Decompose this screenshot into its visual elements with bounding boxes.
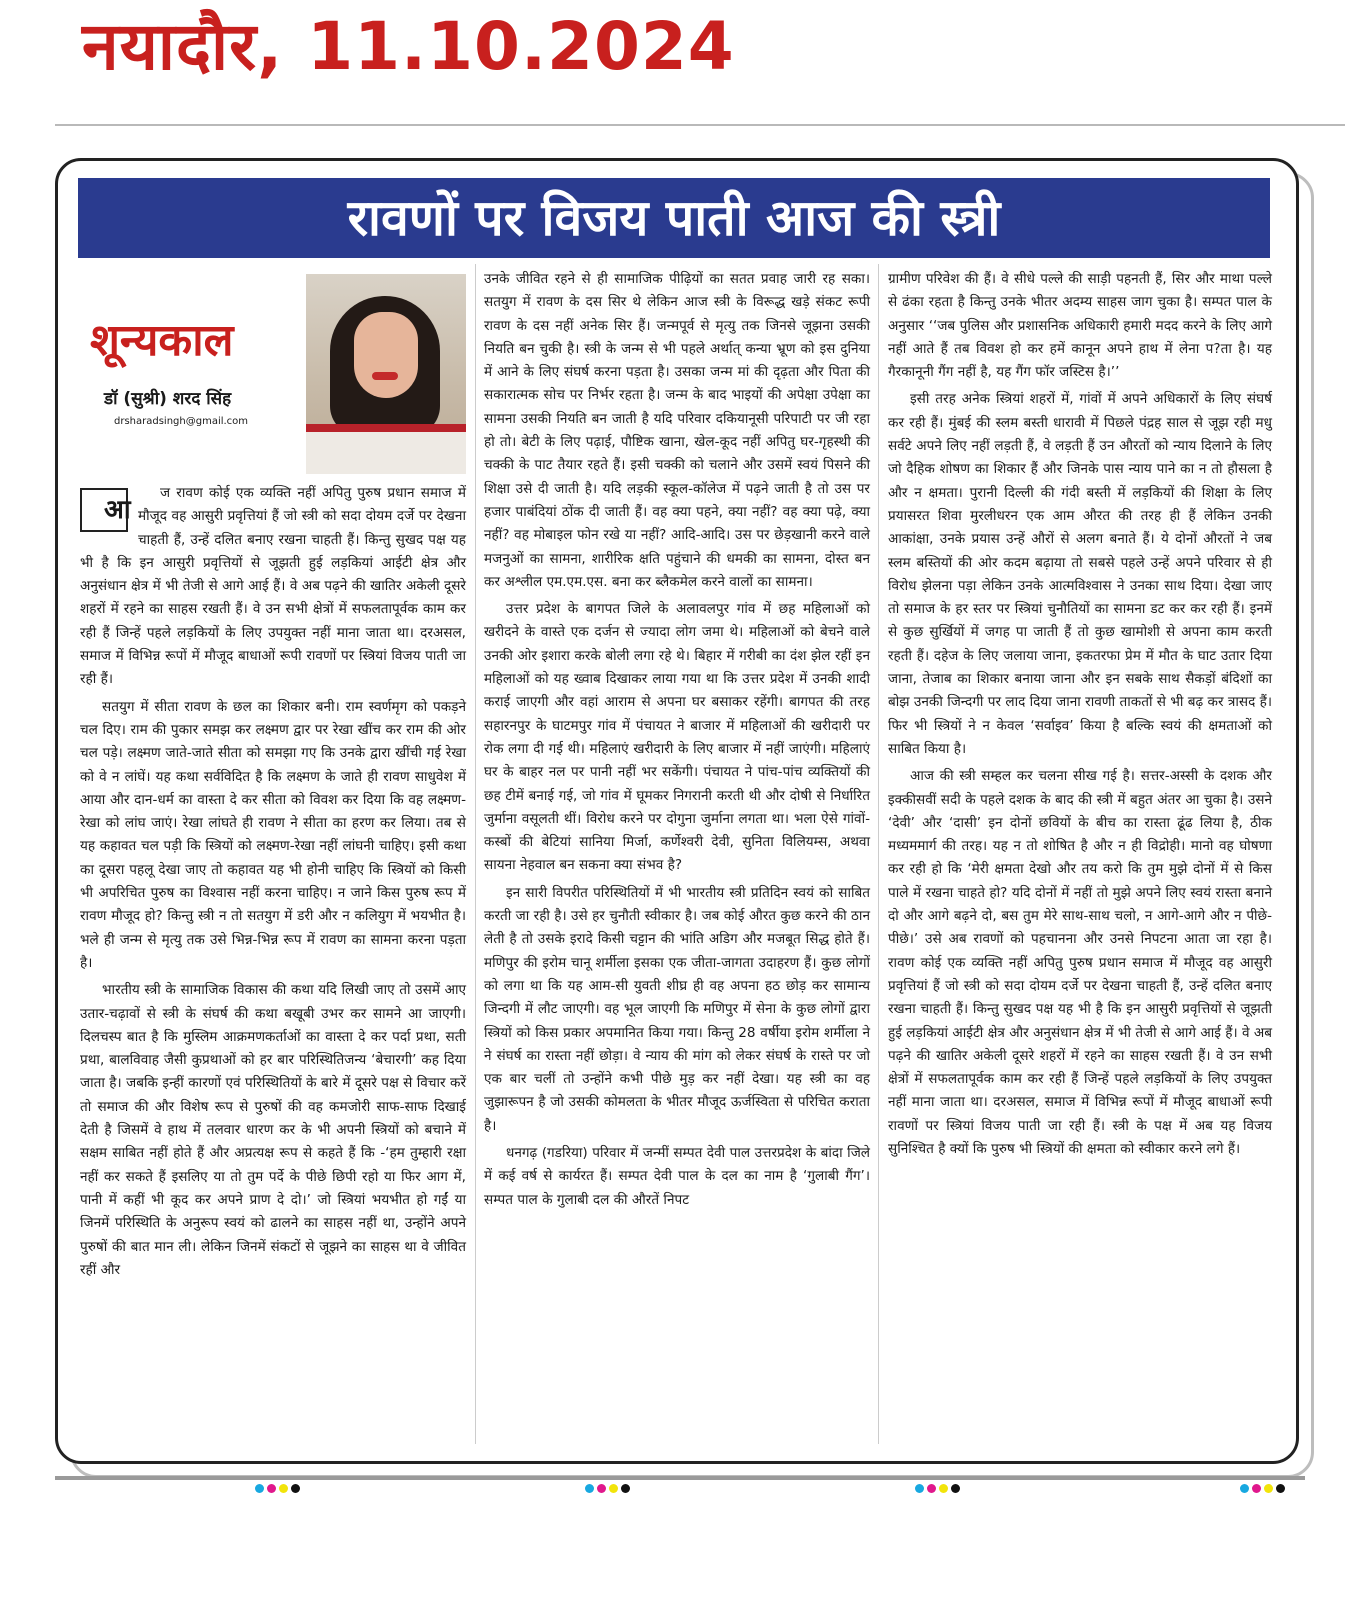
column-2 [484,268,870,1216]
paragraph: ग्रामीण परिवेश की हैं। वे सीधे पल्ले की साड़ी पहनती हैं, सिर और माथा पल्ले से ढंका रहता है किन्तु उनके भीतर अदम्य साहस जाग चुका है। सम्पत पाल के अनुसार ‘‘जब पुलिस और प्रशासनिक अधिकारी हमारी मदद करने के लिए आगे नहीं आते हैं तब विवश हो कर हमें कानून अपने हाथ में लेना प?ता है। यह गैरकानूनी गैंग नहीं है, यह गैंग फॉर जस्टिस है।’’ [888,271,1272,381]
paragraph: सतयुग में सीता रावण के छल का शिकार बनी। राम स्वर्णमृग को पकड़ने चल दिए। राम की पुकार समझ कर लक्ष्मण द्वार पर रेखा खींच कर राम की ओर चल पड़े। लक्ष्मण जाते-जाते सीता को समझा गए कि उनके द्वारा खींची गई रेखा को वे न लांघें। यह कथा सर्वविदित है कि लक्ष्मण के जाते ही रावण साधुवेश में आया और दान-धर्म का वास्ता दे कर सीता को विवश कर दिया कि वह लक्ष्मण-रेखा को लांघ जाएं। रेखा लांघते ही रावण ने सीता का हरण कर लिया। तब से यह कहावत चल पड़ी कि स्त्रियों को लक्ष्मण-रेखा नहीं लांघनी चाहिए। इसी कथा का दूसरा पहलू देखा जाए तो कहावत यह भी होनी चाहिए कि स्त्रियों को किसी भी अपरिचित पुरुष का विश्वास नहीं करना चाहिए। न जाने किस पुरुष रूप में रावण मौजूद हो? किन्तु स्त्री न तो सतयुग में डरी और न कलियुग में भयभीत है। भले ही जन्म से मृत्यु तक उसे भिन्न-भिन्न रूप में रावण का सामना करना पड़ता है। [80,698,466,971]
headline: रावणों पर विजय पाती आज की स्त्री [78,178,1270,258]
column-3 [888,268,1272,1165]
registration-marks [255,1478,303,1488]
lead-paragraph [80,482,466,692]
author-name: डॉ (सुश्री) शरद सिंह [104,389,232,409]
column-name: शून्यकाल [90,315,234,366]
author-email: drsharadsingh@gmail.com [114,416,249,427]
column-divider [878,264,879,1444]
paragraph: उत्तर प्रदेश के बागपत जिले के अलावलपुर गांव में छह महिलाओं को खरीदने के वास्ते एक दर्जन से ज्यादा लोग जमा थे। महिलाओं को बेचने वाले उनकी ओर इशारा करके बोली लगा रहे थे। बिहार में गरीबी का दंश झेल रहीं इन महिलाओं को यह ख्वाब दिखाकर लाया गया था कि उत्तर प्रदेश में उनकी शादी कराई जाएगी और वहां आराम से अपना घर बसाकर रहेंगी। बागपत की तरह सहारनपुर के घाटमपुर गांव में पंचायत ने बाजार में महिलाओं की खरीदारी पर रोक लगा दी गई थी। महिलाएं खरीदारी के लिए बाजार में नहीं जाएंगी। महिलाएं घर के बाहर नल पर पानी नहीं भर सकेंगी। पंचायत ने पांच-पांच व्यक्तियों की छह टीमें बनाई गई, जो गांव में घूमकर निगरानी करती थी और दोषी से निर्धारित जुर्माना वसूलती थीं। विरोध करने पर दोगुना जुर्माना लगता था। भला ऐसे गांवों-कस्बों की बेटियां सानिया मिर्जा, कर्णेश्वरी देवी, सुनिता विलियम्स, अथवा सायना नेहवाल बन सकना क्या संभव है? [484,601,870,874]
dropcap: आ [80,488,128,532]
column-divider [475,264,476,1444]
paragraph: आज की स्त्री सम्हल कर चलना सीख गई है। सत्तर-अस्सी के दशक और इक्कीसवीं सदी के पहले दशक के बाद की स्त्री में बहुत अंतर आ चुका है। उसने ‘देवी’ और ‘दासी’ इन दोनों छवियों के बीच का रास्ता ढूंढ लिया है, ठीक मध्यममार्ग की तरह। यह न तो शोषित है और न ही विद्रोही। मानो वह घोषणा कर रही हो कि ‘मेरी क्षमता देखो और तय करो कि तुम मुझे दोनों में से किस पाले में रखना चाहते हो? यदि दोनों में नहीं तो मुझे अपने लिए स्वयं रास्ता बनाने दो और आगे बढ़ने दो, बस तुम मेरे साथ-साथ चलो, न आगे-आगे और न पीछे-पीछे।’ उसे अब रावणों को पहचानना और उनसे निपटना आता जा रहा है। रावण कोई एक व्यक्ति नहीं अपितु पुरुष प्रधान समाज में मौजूद वह आसुरी प्रवृत्तियां हैं जो स्त्री को सदा दोयम दर्जे पर देखना चाहती हैं, उन्हें दलित बनाए रखना चाहती हैं। किन्तु सुखद पक्ष यह भी है कि इन आसुरी प्रवृत्तियों से जूझती हुई लड़कियां आईटी क्षेत्र और अनुसंधान क्षेत्र में भी तेजी से आगे आई हैं। वे अब पढ़ने की खातिर अकेली दूसरे शहरों में रहने का साहस रखती हैं। वे उन सभी क्षेत्रों में सफलतापूर्वक काम कर रही हैं जिन्हें पहले लड़कियों के लिए उपयुक्त नहीं माना जाता था। दरअसल, समाज में विभिन्न रूपों में मौजूद बाधाओं रूपी रावणों पर स्त्रियां विजय पाती जा रही हैं। स्त्री के पक्ष में अब यह विजय सुनिश्चित है क्यों कि पुरुष भी स्त्रियों की क्षमता को स्वीकार करने लगे हैं। [888,768,1272,1157]
registration-marks [585,1478,633,1488]
registration-marks [1240,1478,1288,1488]
paragraph: इन सारी विपरीत परिस्थितियों में भी भारतीय स्त्री प्रतिदिन स्वयं को साबित करती जा रही है। उसे हर चुनौती स्वीकार है। जब कोई औरत कुछ करने की ठान लेती है तो उसके इरादे किसी चट्टान की भांति अडिग और मजबूत सिद्ध होते हैं। मणिपुर की इरोम चानू शर्मीला इसका एक जीता-जागता उदाहरण हैं। कुछ लोगों को लगा था कि यह आम-सी युवती शीघ्र ही वह अपना हठ छोड़ कर सामान्य जिन्दगी में लौट जाएगी। वह भूल जाएगी कि मणिपुर में सेना के कुछ लोगों द्वारा स्त्रियों को किस प्रकार अपमानित किया गया। किन्तु 28 वर्षीया इरोम शर्मीला ने ने संघर्ष का रास्ता नहीं छोड़ा। वे न्याय की मांग को लेकर संघर्ष के रास्ते पर जो एक बार चलीं तो उन्होंने कभी पीछे मुड़ कर नहीं देखा। यह स्त्री का वह जुझारूपन है जो उसकी कोमलता के भीतर मौजूद ऊर्जस्विता से परिचित कराता है। [484,884,870,1134]
bottom-rule [55,1476,1305,1480]
masthead: नयादौर, 11.10.2024 [82,8,735,85]
paragraph: इसी तरह अनेक स्त्रियां शहरों में, गांवों में अपने अधिकारों के लिए संघर्ष कर रही हैं। मुंबई की स्लम बस्ती धारावी में पिछले पंद्रह साल से जूझ रही मधु सर्वटे अपने लिए नहीं लड़ती हैं, वे लड़ती हैं उन औरतों को न्याय दिलाने के लिए जो दैहिक शोषण का शिकार हैं और जिनके पास न्याय पाने का न तो हौसला है और न क्षमता। पुरानी दिल्ली की गंदी बस्ती में लड़कियों की शिक्षा के लिए प्रयासरत शिवा मुरलीधरन एक आम औरत की तरह ही हैं लेकिन उनकी आकांक्षा, उनके प्रयास उन्हें औरों से अलग बनाते हैं। ये दोनों औरतों ने जब स्लम बस्तियों की ओर कदम बढ़ाया तो सबसे पहले उन्हें अपने परिवार से ही विरोध झेलना पड़ा लेकिन उनके आत्मविश्वास ने उनका साथ दिया। देखा जाए तो समाज के हर स्तर पर स्त्रियां चुनौतियों का सामना डट कर कर रही हैं। इनमें से कुछ सुर्खियों में जगह पा जाती हैं तो कुछ खामोशी से अपना काम करती रहती हैं। दहेज के लिए जलाया जाना, इकतरफा प्रेम में मौत के घाट उतार दिया जाना, तेजाब का शिकार बनाया जाना और इन सबके साथ सैकड़ों बंदिशों का बोझ उनकी जिन्दगी पर लाद दिया जाना रावणी ताकतों से भी बढ़ कर त्रासद हैं। फिर भी स्त्रियों ने न केवल ‘सर्वाइव’ किया है बल्कि स्वयं की क्षमताओं को साबित किया है। [888,391,1272,757]
lead-text: ज रावण कोई एक व्यक्ति नहीं अपितु पुरुष प्रधान समाज में मौजूद वह आसुरी प्रवृत्तियां हैं जो स्त्री को सदा दोयम दर्जे पर देखना चाहती हैं, उन्हें दलित बनाए रखना चाहती हैं। किन्तु सुखद पक्ष यह भी है कि इन आसुरी प्रवृत्तियों से जूझती हुई लड़कियां आईटी क्षेत्र और अनुसंधान क्षेत्र में भी तेजी से आगे आई हैं। वे अब पढ़ने की खातिर अकेली दूसरे शहरों में रहने का साहस रखती हैं। वे उन सभी क्षेत्रों में सफलतापूर्वक काम कर रही हैं जिन्हें पहले लड़कियों के लिए उपयुक्त नहीं माना जाता था। दरअसल, समाज में विभिन्न रूपों में मौजूद बाधाओं रूपी रावणों पर स्त्रियां विजय पाती जा रही हैं। [80,485,466,688]
author-photo [306,274,466,474]
registration-marks [915,1478,963,1488]
paragraph: धनगढ़ (गडरिया) परिवार में जन्मीं सम्पत देवी पाल उत्तरप्रदेश के बांदा जिले में कई वर्ष से कार्यरत हैं। सम्पत देवी पाल के दल का नाम है ‘गुलाबी गैंग’। सम्पत पाल के गुलाबी दल की औरतें निपट [484,1144,870,1208]
paragraph: उनके जीवित रहने से ही सामाजिक पीढ़ियों का सतत प्रवाह जारी रह सका। सतयुग में रावण के दस सिर थे लेकिन आज स्त्री के विरूद्ध खड़े संकट रूपी रावण के दस नहीं अनेक सिर हैं। जन्मपूर्व से मृत्यु तक जिनसे जूझना उसकी नियति बन चुकी है। स्त्री के जन्म से भी पहले अर्थात् कन्या भ्रूण को इस दुनिया में आने के लिए संघर्ष करना पड़ता है। उसका जन्म मां की दृढ़ता और पिता की सकारात्मक सोच पर निर्भर रहता है। जन्म के बाद भाइयों की अपेक्षा उपेक्षा का सामना उसकी नियति बन जाती है यदि परिवार दकियानूसी परिपाटी पर जी रहा हो तो। बेटी के लिए पढ़ाई, पौष्टिक खाना, खेल-कूद नहीं अपितु घर-गृहस्थी की चक्की के पाट तैयार रहते हैं। इसी चक्की को चलाने और उसमें स्वयं पिसने की शिक्षा उसे दी जाती है। यदि लड़की स्कूल-कॉलेज में पढ़ने जाती है तो उस पर हजार पाबंदियां ठोंक दी जाती हैं। वह क्या पहने, क्या नहीं? वह क्या पढ़े, क्या नहीं? वह मोबाइल फोन रखे या नहीं? आदि-आदि। उस पर छेड़खानी करने वाले मजनुओं का सामना, शारीरिक क्षति पहुंचाने की धमकी का सामना, दोस्त बन कर अश्लील एम.एम.एस. बना कर ब्लैकमेल करने वालों का सामना। [484,271,870,590]
top-rule [55,116,1345,126]
paragraph: भारतीय स्त्री के सामाजिक विकास की कथा यदि लिखी जाए तो उसमें आए उतार-चढ़ावों से स्त्री के संघर्ष की कथा बखूबी उभर कर सामने आ जाएगी। दिलचस्प बात है कि मुस्लिम आक्रमणकर्ताओं का वास्ता दे कर पर्दा प्रथा, सती प्रथा, बालविवाह जैसी कुप्रथाओं को हर बार परिस्थितिजन्य ‘बेचारगी’ कह दिया जाता है। जबकि इन्हीं कारणों एवं परिस्थितियों के बारे में दूसरे पक्ष से विचार करें तो समाज की और विशेष रूप से पुरुषों की वह कमजोरी साफ-साफ दिखाई देती है जिसमें वे हाथ में तलवार धारण कर के भी अपनी स्त्रियों को बचाने में सक्षम साबित नहीं होते हैं और अप्रत्यक्ष रूप से कहते हैं कि -‘हम तुम्हारी रक्षा नहीं कर सकते हैं इसलिए या तो तुम पर्दे के पीछे छिपी रहो या फिर आग में, पानी में कहीं भी कूद कर अपने प्राण दे दो।’ जो स्त्रियां भयभीत हो गईं या जिनमें परिस्थिति के अनुरूप स्वयं को ढालने का साहस नहीं था, उन्होंने अपने पुरुषों की बात मान ली। लेकिन जिनमें संकटों से जूझने का साहस था वे जीवित रहीं और [80,982,466,1278]
column-1 [80,482,466,1286]
